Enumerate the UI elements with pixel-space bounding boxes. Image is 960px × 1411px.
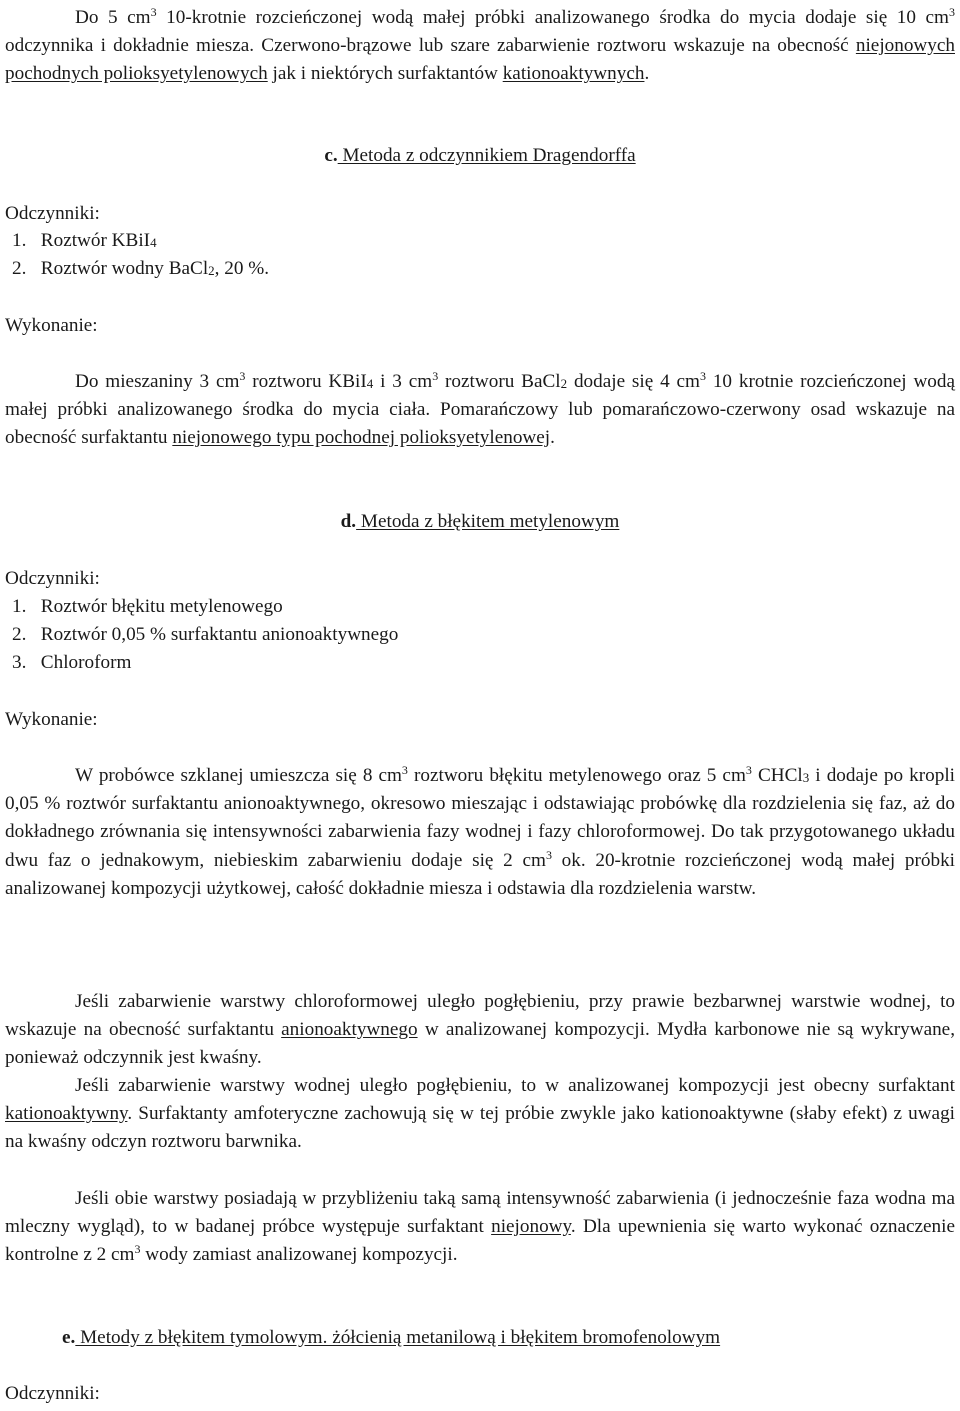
result-paragraph: Jeśli zabarwienie warstwy wodnej uległo pogłębieniu, to w analizowanej kompozycji jest obecny surfaktant kationoaktywny. Surfaktanty amfoteryczne zachowują się w tej próbie zwykle jako kationoaktywne (słaby efekt) z uwagi na kwaśny odczyn roztworu barwnika. <box>5 1075 955 1153</box>
reagent-item: 1. Roztwór błękitu metylenowego <box>12 596 283 617</box>
procedure-paragraph: W probówce szklanej umieszcza się 8 $cm^3$ roztworu błękitu metylenowego oraz 5 $cm^3$ CHCl$_3$ i dodaje po kropli 0,05 % roztwór surfaktantu anionoaktywnego, okresowo mieszając i odstawiając probówkę dla rozdzielenia się faz, aż do dokładnego zrównania się intensywności zabarwienia fazy wodnej i fazy chloroformowej. Do tak przygotowanego układu dwu faz o jednakowym, niebieskim zabarwieniu dodaje się 2 $cm^3$ ok. 20-krotnie rozcieńczonej wodą małej próbki analizowanej kompozycji użytkowej, całość dokładnie miesza i odstawia dla rozdzielenia warstw. <box>5 763 955 899</box>
section-c-heading: c. Metoda z odczynnikiem Dragendorffa <box>324 145 636 166</box>
underlined-term: niejonowy <box>491 1216 571 1238</box>
underlined-term: kationoaktywnych <box>502 63 645 85</box>
underlined-term: niejonowych pochodnych polioksyetylenowych <box>5 35 955 85</box>
procedure-label: Wykonanie: <box>5 709 98 730</box>
reagents-label: Odczynniki: <box>5 568 100 589</box>
reagent-item: 3. Chloroform <box>12 652 132 673</box>
result-paragraph: Jeśli obie warstwy posiadają w przybliżeniu taką samą intensywność zabarwienia (i jednocześnie faza wodna ma mleczny wygląd), to w badanej próbce występuje surfaktant niejonowy. Dla upewnienia się warto wykonać oznaczenie kontrolne z 2 $cm^3$ wody zamiast analizowanej kompozycji. <box>5 1188 955 1266</box>
section-e-heading: e. Metody z błękitem tymolowym. żółcienią metanilową i błękitem bromofenolowym <box>62 1327 721 1348</box>
procedure-paragraph: Do mieszaniny 3 $cm^3$ roztworu KBiI$_4$ i 3 $cm^3$ roztworu BaCl$_2$ dodaje się 4 $cm^3$ 10 krotnie rozcieńczonej wodą małej próbki analizowanego środka do mycia ciała. Pomarańczowy lub pomarańczowo-czerwony osad wskazuje na obecność surfaktantu niejonowego typu pochodnej polioksyetylenowej. <box>5 369 955 449</box>
reagents-label: Odczynniki: <box>5 1383 100 1404</box>
reagents-label: Odczynniki: <box>5 203 100 224</box>
underlined-term: kationoaktywny <box>5 1103 128 1125</box>
reagent-item: 2. Roztwór 0,05 % surfaktantu anionoaktywnego <box>12 624 399 645</box>
reagent-item: 1. Roztwór KBiI$_4$ <box>12 230 157 251</box>
reagent-item: 2. Roztwór wodny BaCl$_2$, 20 %. <box>12 258 270 279</box>
underlined-term: niejonowego typu pochodnej polioksyetylenowej <box>172 427 551 449</box>
section-d-heading: d. Metoda z błękitem metylenowym <box>340 511 620 532</box>
intro-paragraph: Do 5 $cm^3$ 10-krotnie rozcieńczonej wodą małej próbki analizowanego środka do mycia dodaje się 10 $cm^3$ odczynnika i dokładnie miesza. Czerwono-brązowe lub szare zabarwienie roztworu wskazuje na obecność niejonowych pochodnych polioksyetylenowych jak i niektórych surfaktantów kationoaktywnych. <box>5 5 955 85</box>
result-paragraph: Jeśli zabarwienie warstwy chloroformowej uległo pogłębieniu, przy prawie bezbarwnej warstwie wodnej, to wskazuje na obecność surfaktantu anionoaktywnego w analizowanej kompozycji. Mydła karbonowe nie są wykrywane, ponieważ odczynnik jest kwaśny. <box>5 991 955 1069</box>
underlined-term: anionoaktywnego <box>281 1019 418 1041</box>
procedure-label: Wykonanie: <box>5 315 98 336</box>
